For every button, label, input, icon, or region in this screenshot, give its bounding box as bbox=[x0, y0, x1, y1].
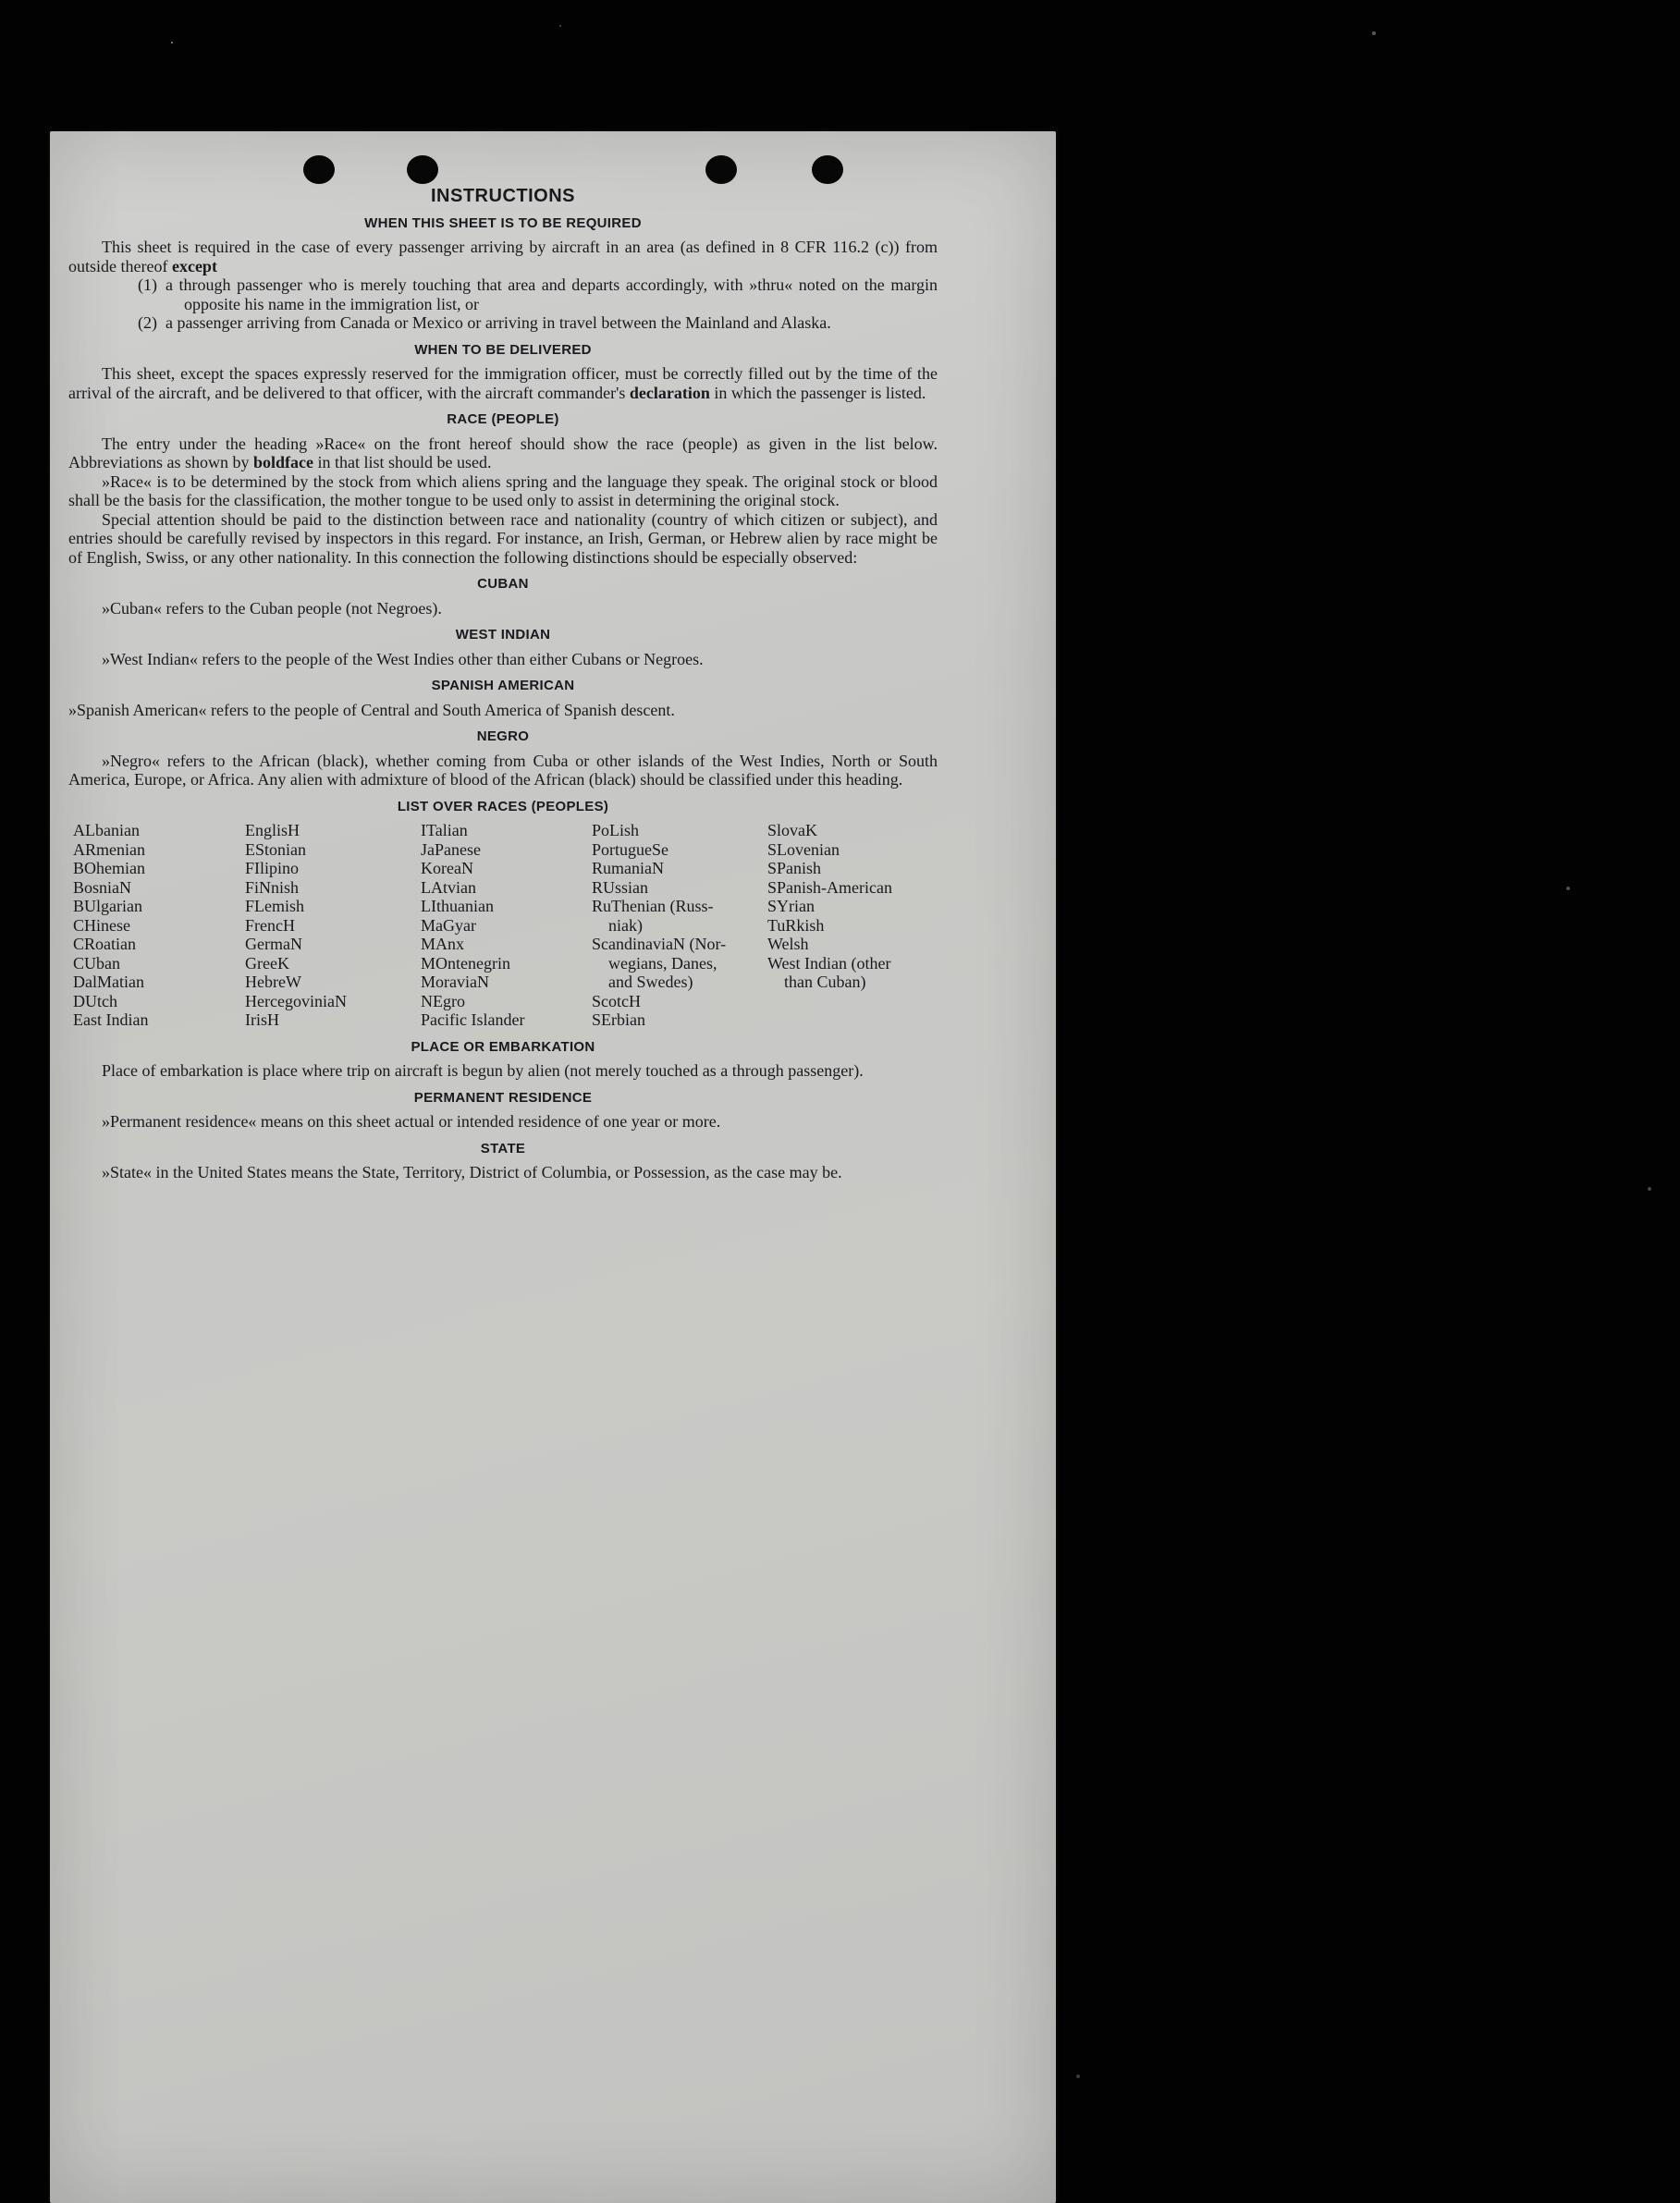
document-page bbox=[50, 131, 1056, 2203]
hole-punch-4 bbox=[812, 155, 843, 184]
paragraph-delivered bbox=[68, 364, 938, 402]
race-name: ITalian bbox=[421, 821, 468, 839]
race-name: SPanish-American bbox=[767, 877, 892, 897]
section-when-delivered bbox=[68, 341, 938, 403]
race-name: DalMatian bbox=[73, 973, 144, 991]
paragraph-race-1 bbox=[68, 434, 938, 472]
paragraph-state: »State« in the United States means the State, Territory, District of Columbia, or Possession, as the case may be. bbox=[102, 1163, 842, 1181]
race-name: MoraviaN bbox=[421, 973, 489, 991]
race-name: EStonian bbox=[245, 839, 306, 859]
race-name: CRoatian bbox=[73, 935, 136, 953]
paragraph-race-2: »Race« is to be determined by the stock from which aliens spring and the language they speak. The original stock or blood shall be the basis for the classification, the mother tongue to be used only to assist in determining the original stock. bbox=[68, 471, 938, 509]
race-name: than Cuban) bbox=[784, 973, 866, 991]
hole-punch-3 bbox=[705, 155, 737, 184]
section-heading-when-delivered: WHEN TO BE DELIVERED bbox=[414, 341, 592, 358]
race-name: and Swedes) bbox=[608, 973, 693, 991]
scan-specks bbox=[171, 42, 173, 43]
paragraph-race-3: Special attention should be paid to the distinction between race and nationality (country of which citizen or subject), and entries should be carefully revised by inspectors in this regard. For instance, an Irish, German, or Hebrew alien by race might be of English, Swiss, or any other nationality. In this connection the following distinctions should be especially observed: bbox=[68, 509, 938, 567]
paragraph-west-indian: »West Indian« refers to the people of the West Indies other than either Cubans or Negroes. bbox=[102, 649, 704, 668]
text-run-bold: boldface bbox=[252, 453, 313, 471]
text-run: in which the passenger is listed. bbox=[709, 383, 926, 402]
race-name: ARmenian bbox=[73, 839, 145, 859]
text-run-bold: declaration bbox=[629, 383, 710, 402]
section-race-list bbox=[68, 798, 938, 1030]
page-content bbox=[68, 187, 938, 1182]
list-item-text: a through passenger who is merely touching that area and departs accordingly, with »thru« noted on the margin opposite his name in the immigration list, or bbox=[166, 275, 938, 313]
paragraph-negro: »Negro« refers to the African (black), whether coming from Cuba or other islands of the West Indies, North or South America, Europe, or Africa. Any alien with admixture of blood of the African (black) should be classified under this heading. bbox=[68, 751, 938, 789]
hole-punch-1 bbox=[303, 155, 335, 184]
race-name: IrisH bbox=[245, 1010, 279, 1029]
race-name: PortugueSe bbox=[592, 839, 668, 859]
section-heading-race: RACE (PEOPLE) bbox=[447, 411, 559, 427]
race-name: TuRkish bbox=[767, 915, 825, 935]
race-name: LAtvian bbox=[421, 877, 476, 897]
race-name: ScotcH bbox=[592, 991, 641, 1010]
race-name: SYrian bbox=[767, 897, 815, 915]
race-name: CHinese bbox=[73, 915, 130, 935]
paragraph-residence: »Permanent residence« means on this sheet actual or intended residence of one year or more. bbox=[102, 1112, 721, 1131]
list-item-2 bbox=[68, 313, 938, 333]
section-spanish-american bbox=[68, 677, 938, 719]
list-item-1 bbox=[68, 275, 938, 313]
race-name: KoreaN bbox=[421, 859, 473, 877]
section-residence bbox=[68, 1089, 938, 1132]
race-list-column bbox=[421, 821, 592, 1030]
race-name: Welsh bbox=[767, 935, 809, 953]
race-name: FrencH bbox=[245, 915, 295, 935]
race-name: EnglisH bbox=[245, 821, 300, 839]
race-list-column bbox=[245, 821, 421, 1030]
section-heading-when-required: WHEN THIS SHEET IS TO BE REQUIRED bbox=[364, 214, 642, 231]
race-name: West Indian (other bbox=[767, 953, 891, 973]
text-run: This sheet is required in the case of every passenger arriving by aircraft in an area (as defined in 8 CFR 116.2 (c)) from outside thereof bbox=[68, 238, 938, 275]
race-list-column bbox=[767, 821, 938, 1030]
text-run: in that list should be used. bbox=[313, 453, 492, 471]
race-list-columns bbox=[73, 821, 938, 1030]
section-negro bbox=[68, 728, 938, 789]
race-name: MOntenegrin bbox=[421, 953, 510, 973]
race-name: HercegoviniaN bbox=[245, 991, 347, 1010]
section-heading-west-indian: WEST INDIAN bbox=[455, 627, 551, 643]
section-heading-cuban: CUBAN bbox=[477, 576, 529, 592]
paragraph-embarkation: Place of embarkation is place where trip on aircraft is begun by alien (not merely touched as a through passenger). bbox=[102, 1061, 864, 1080]
paragraph-spanish-american: »Spanish American« refers to the people of Central and South America of Spanish descent. bbox=[68, 700, 675, 719]
list-item-label: (2) bbox=[138, 313, 157, 332]
section-race bbox=[68, 410, 938, 567]
race-name: Pacific Islander bbox=[421, 1010, 525, 1029]
race-name: niak) bbox=[608, 915, 643, 935]
section-heading-state: STATE bbox=[480, 1140, 526, 1157]
paragraph-cuban: »Cuban« refers to the Cuban people (not Negroes). bbox=[102, 598, 442, 618]
race-name: JaPanese bbox=[421, 839, 481, 859]
race-name: HebreW bbox=[245, 973, 301, 991]
race-name: East Indian bbox=[73, 1010, 149, 1029]
race-name: MaGyar bbox=[421, 915, 476, 935]
race-name: PoLish bbox=[592, 821, 640, 839]
race-name: GreeK bbox=[245, 953, 289, 973]
section-state bbox=[68, 1140, 938, 1182]
section-heading-spanish-american: SPANISH AMERICAN bbox=[431, 678, 575, 693]
section-west-indian bbox=[68, 626, 938, 668]
race-name: DUtch bbox=[73, 991, 117, 1010]
race-name: FLemish bbox=[245, 897, 305, 915]
text-run-bold: except bbox=[171, 256, 217, 275]
section-embarkation bbox=[68, 1038, 938, 1081]
race-name: wegians, Danes, bbox=[608, 953, 717, 973]
race-name: RumaniaN bbox=[592, 859, 664, 877]
race-name: NEgro bbox=[421, 991, 465, 1010]
race-name: CUban bbox=[73, 953, 120, 973]
race-name: SlovaK bbox=[767, 821, 817, 839]
race-name: BOhemian bbox=[73, 859, 145, 877]
race-name: BosniaN bbox=[73, 877, 131, 897]
race-name: ALbanian bbox=[73, 821, 140, 839]
race-name: GermaN bbox=[245, 935, 302, 953]
race-list-column bbox=[73, 821, 245, 1030]
race-name: BUlgarian bbox=[73, 897, 142, 915]
list-item-text: a passenger arriving from Canada or Mexico or arriving in travel between the Mainland and Alaska. bbox=[166, 313, 831, 332]
section-heading-embarkation: PLACE OR EMBARKATION bbox=[411, 1038, 595, 1055]
race-name: SErbian bbox=[592, 1010, 645, 1029]
section-heading-race-list: LIST OVER RACES (PEOPLES) bbox=[397, 798, 609, 814]
section-heading-negro: NEGRO bbox=[476, 728, 530, 744]
hole-punch-2 bbox=[407, 155, 438, 184]
race-name: FIlipino bbox=[245, 859, 300, 877]
race-name: LIthuanian bbox=[421, 897, 494, 915]
section-heading-residence: PERMANENT RESIDENCE bbox=[413, 1089, 593, 1106]
list-item-label: (1) bbox=[138, 275, 157, 294]
race-list-column bbox=[592, 821, 767, 1030]
race-name: SLovenian bbox=[767, 839, 840, 859]
paragraph-required-intro bbox=[68, 238, 938, 275]
section-when-required bbox=[68, 214, 938, 333]
section-cuban bbox=[68, 575, 938, 618]
race-name: SPanish bbox=[767, 859, 822, 877]
race-name: FiNnish bbox=[245, 877, 300, 897]
race-name: RuThenian (Russ- bbox=[592, 897, 714, 915]
text-run: This sheet, except the spaces expressly reserved for the immigration officer, must be correctly filled out by the time of the arrival of the aircraft, and be delivered to that officer, with the aircraft commander's bbox=[68, 364, 938, 402]
race-name: ScandinaviaN (Nor- bbox=[592, 935, 727, 953]
text-run: The entry under the heading »Race« on the front hereof should show the race (people) as given in the list below. Abbreviations as shown by bbox=[68, 434, 938, 471]
doc-title: INSTRUCTIONS bbox=[431, 186, 575, 206]
race-name: MAnx bbox=[421, 935, 465, 953]
race-name: RUssian bbox=[592, 877, 649, 897]
